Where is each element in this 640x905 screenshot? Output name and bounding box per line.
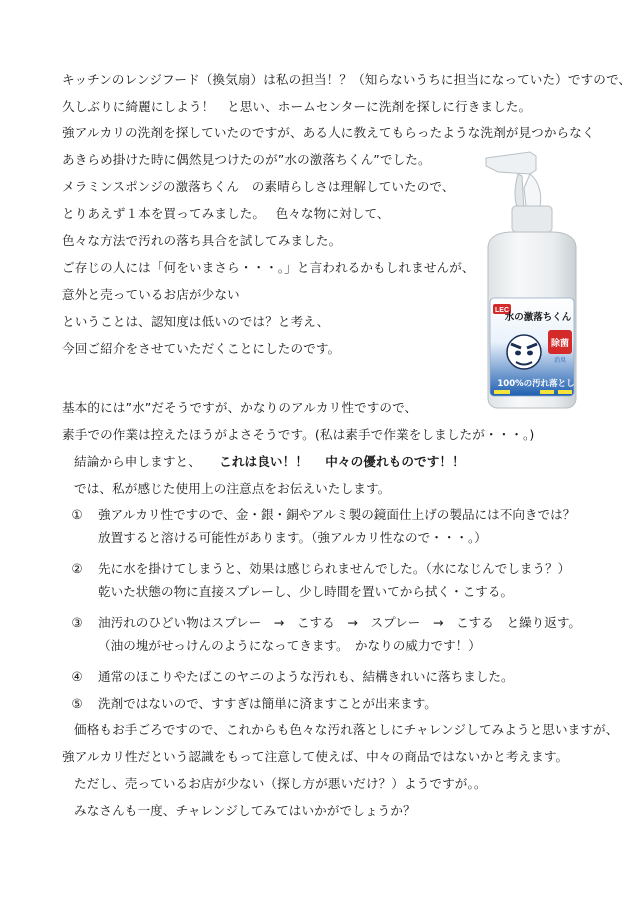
intro-line: ご存じの人には「何をいまさら・・・。」と言われるかもしれませんが、 xyxy=(62,260,475,275)
conclusion-lead: 結論から申しますと、 xyxy=(74,454,201,469)
closing-line: 強アルカリ性だという認識をもって注意して使えば、中々の商品ではないかと考えます。 xyxy=(62,749,569,764)
product-badge-sub: 消臭 xyxy=(553,357,567,364)
intro-line: ということは、認知度は低いのでは？と考え、 xyxy=(62,314,330,329)
body-line: 基本的には”水”だそうですが、かなりのアルカリ性ですので、 xyxy=(62,400,418,415)
list-item-text: 洗剤ではないので、すすぎは簡単に済ますことが出来ます。 xyxy=(98,696,437,711)
product-name: 水の激落ちくん xyxy=(504,312,572,323)
intro-line: 強アルカリの洗剤を探していたのですが、ある人に教えてもらったような洗剤が見つからなく xyxy=(62,125,595,140)
list-item-number: ④ xyxy=(71,669,83,684)
product-image xyxy=(478,148,584,410)
conclusion-highlight: これは良い！！ 中々の優れものです！！ xyxy=(219,454,465,469)
list-item-text: （油の塊がせっけんのようになってきます。 かなりの威力です！） xyxy=(98,638,481,653)
notes-intro: では、私が感じた使用上の注意点をお伝えいたします。 xyxy=(74,481,391,496)
list-item-text: 放置すると溶ける可能性があります。（強アルカリ性なので・・・。） xyxy=(98,530,487,545)
intro-line: とりあえず１本を買ってみました。 色々な物に対して、 xyxy=(62,206,390,221)
list-item-text: 通常のほこりやたばこのヤニのような汚れも、結構きれいに落ちました。 xyxy=(98,669,514,684)
product-badge: 除菌 xyxy=(550,339,570,349)
intro-line: 今回ご紹介をさせていただくことにしたのです。 xyxy=(62,341,341,356)
intro-line: あきらめ掛けた時に偶然見つけたのが”水の激落ちくん”でした。 xyxy=(62,152,431,167)
list-item-text: 先に水を掛けてしまうと、効果は感じられませんでした。（水になじんでしまう？） xyxy=(98,561,571,576)
list-item-number: ③ xyxy=(71,615,83,630)
product-brand: LEC xyxy=(495,307,509,314)
list-item-text: 強アルカリ性ですので、金・銀・銅やアルミ製の鏡面仕上げの製品には不向きでは？ xyxy=(98,507,576,522)
list-item-number: ② xyxy=(71,561,83,576)
intro-line: 意外と売っているお店が少ない xyxy=(62,287,240,302)
closing-line: 価格もお手ごろですので、これからも色々な汚れ落としにチャレンジしてみようと思いますが、 xyxy=(74,722,619,737)
product-slogan: 100%の汚れ落とし xyxy=(497,379,575,389)
intro-line: キッチンのレンジフード（換気扇）は私の担当！？（知らないうちに担当になっていた）ですので、 xyxy=(62,72,632,87)
list-item-number: ⑤ xyxy=(71,696,83,711)
body-line: 素手での作業は控えたほうがよさそうです。(私は素手で作業をしましたが・・・。) xyxy=(62,427,535,442)
closing-line: ただし、売っているお店が少ない（探し方が悪いだけ？）ようですが。。 xyxy=(74,776,487,791)
list-item-text: 乾いた状態の物に直接スプレーし、少し時間を置いてから拭く・こする。 xyxy=(98,584,514,599)
closing-line: みなさんも一度、チャレンジしてみてはいかがでしょうか？ xyxy=(74,803,416,818)
intro-line: 色々な方法で汚れの落ち具合を試してみました。 xyxy=(62,233,342,248)
list-item-text: 油汚れのひどい物はスプレー → こする → スプレー → こする と繰り返す。 xyxy=(98,615,582,630)
intro-line: 久しぶりに綺麗にしよう！ と思い、ホームセンターに洗剤を探しに行きました。 xyxy=(62,99,532,114)
conclusion-line xyxy=(74,454,465,470)
intro-line: メラミンスポンジの激落ちくん の素晴らしさは理解していたので、 xyxy=(62,179,455,194)
list-item-number: ① xyxy=(71,507,83,522)
